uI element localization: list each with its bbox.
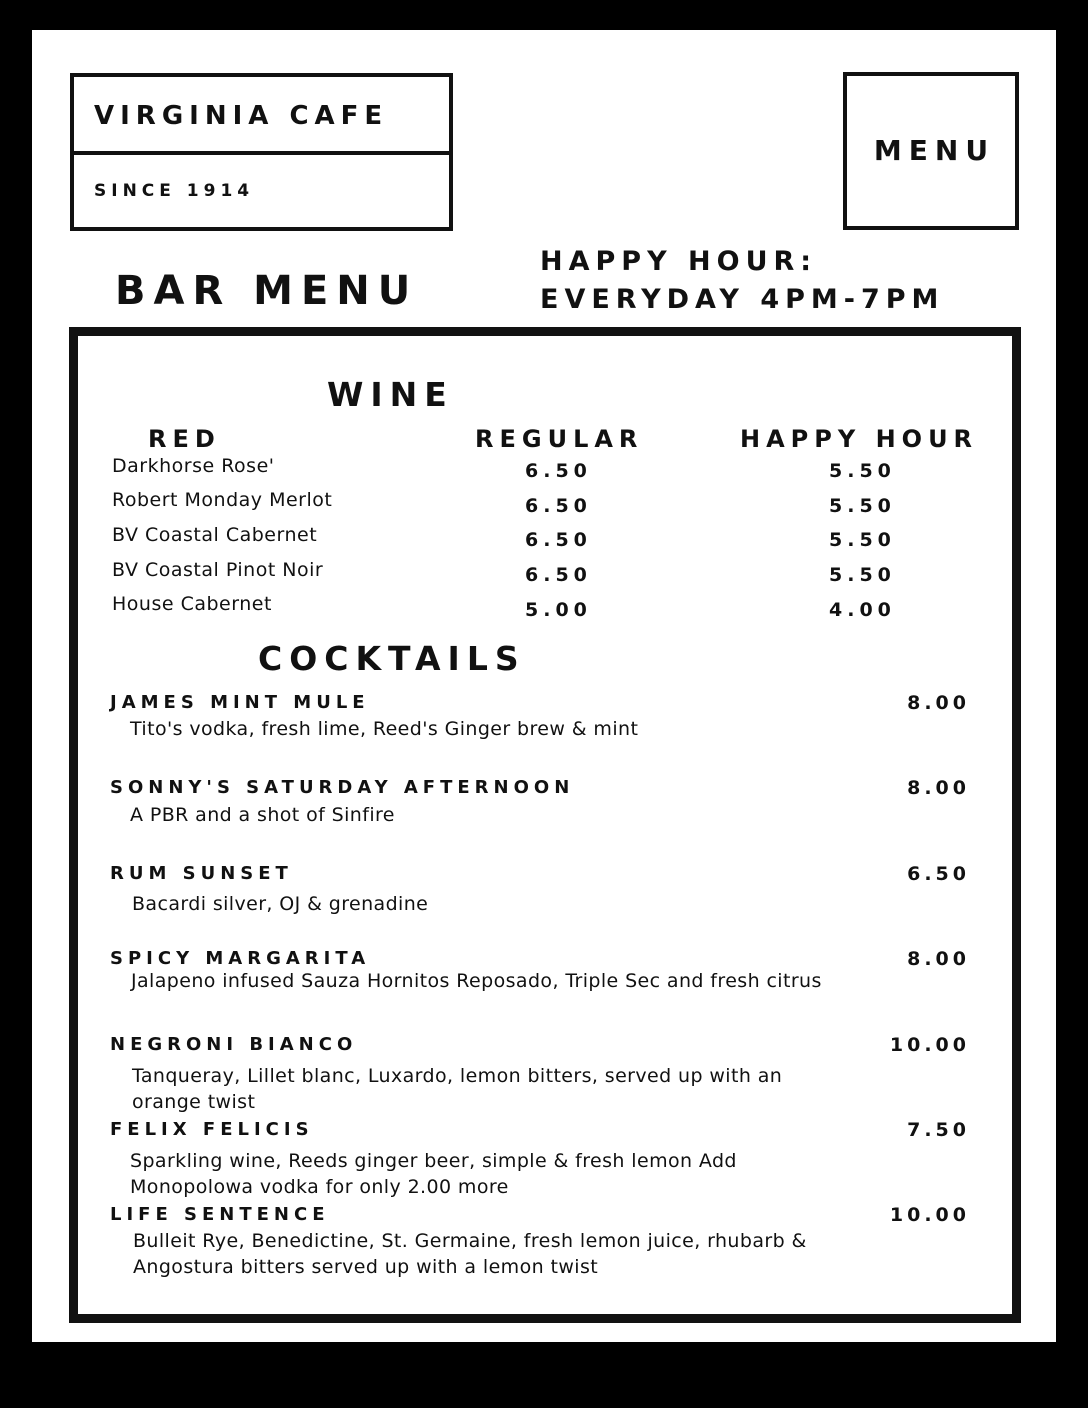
cocktail-name: SONNY'S SATURDAY AFTERNOON	[110, 777, 575, 798]
cocktail-description: Bulleit Rye, Benedictine, St. Germaine, fresh lemon juice, rhubarb & Angostura bitters served up with a lemon twist	[133, 1230, 807, 1278]
menu-box	[843, 72, 1019, 230]
cocktail-name: LIFE SENTENCE	[110, 1204, 330, 1225]
wine-regular-price: 6.50	[525, 564, 592, 586]
cocktail-price: 8.00	[907, 692, 970, 714]
bar-menu-title: BAR MENU	[115, 268, 419, 314]
cocktails-section-title: COCKTAILS	[258, 639, 526, 678]
cocktail-name: FELIX FELICIS	[110, 1119, 314, 1140]
col-header-regular: REGULAR	[475, 425, 644, 453]
wine-section-title: WINE	[327, 375, 454, 414]
cocktail-price: 8.00	[907, 948, 970, 970]
wine-name: BV Coastal Pinot Noir	[112, 559, 324, 581]
wine-name: Robert Monday Merlot	[112, 489, 333, 511]
cocktail-price: 10.00	[889, 1204, 970, 1226]
col-header-red: RED	[148, 425, 221, 453]
cocktail-name: JAMES MINT MULE	[110, 692, 370, 713]
wine-regular-price: 6.50	[525, 529, 592, 551]
wine-name: House Cabernet	[112, 593, 272, 615]
cocktail-description: Jalapeno infused Sauza Hornitos Reposado, Triple Sec and fresh citrus	[131, 970, 822, 992]
cocktail-description: Tanqueray, Lillet blanc, Luxardo, lemon bitters, served up with an orange twist	[132, 1065, 783, 1113]
wine-name: BV Coastal Cabernet	[112, 524, 318, 546]
happy-hour-times: EVERYDAY 4PM-7PM	[540, 284, 945, 315]
cocktail-description: A PBR and a shot of Sinfire	[130, 804, 395, 826]
cocktail-description: Sparkling wine, Reeds ginger beer, simple & fresh lemon Add Monopolowa vodka for only 2.00 more	[130, 1150, 737, 1198]
happy-hour-heading: HAPPY HOUR:	[540, 246, 818, 277]
wine-happy-price: 5.50	[829, 564, 896, 586]
wine-happy-price: 5.50	[829, 460, 896, 482]
cafe-name-box	[70, 73, 453, 231]
wine-name: Darkhorse Rose'	[112, 455, 275, 477]
wine-happy-price: 4.00	[829, 599, 896, 621]
menu-sheet	[32, 30, 1056, 1342]
wine-regular-price: 5.00	[525, 599, 592, 621]
cocktail-description: Bacardi silver, OJ & grenadine	[132, 893, 429, 915]
menu-label: MENU	[873, 134, 996, 167]
since-label: SINCE 1914	[94, 181, 255, 201]
cocktail-name: SPICY MARGARITA	[110, 948, 371, 969]
cocktail-name: RUM SUNSET	[110, 863, 293, 884]
cocktail-price: 7.50	[907, 1119, 970, 1141]
wine-regular-price: 6.50	[525, 460, 592, 482]
cocktail-name: NEGRONI BIANCO	[110, 1034, 358, 1055]
col-header-happy-hour: HAPPY HOUR	[740, 425, 979, 453]
wine-happy-price: 5.50	[829, 529, 896, 551]
name-box-divider	[74, 151, 449, 155]
cocktail-description: Tito's vodka, fresh lime, Reed's Ginger brew & mint	[130, 718, 639, 740]
wine-regular-price: 6.50	[525, 495, 592, 517]
cocktail-price: 10.00	[889, 1034, 970, 1056]
wine-happy-price: 5.50	[829, 495, 896, 517]
cocktail-price: 6.50	[907, 863, 970, 885]
cafe-name: VIRGINIA CAFE	[94, 101, 389, 131]
cocktail-price: 8.00	[907, 777, 970, 799]
